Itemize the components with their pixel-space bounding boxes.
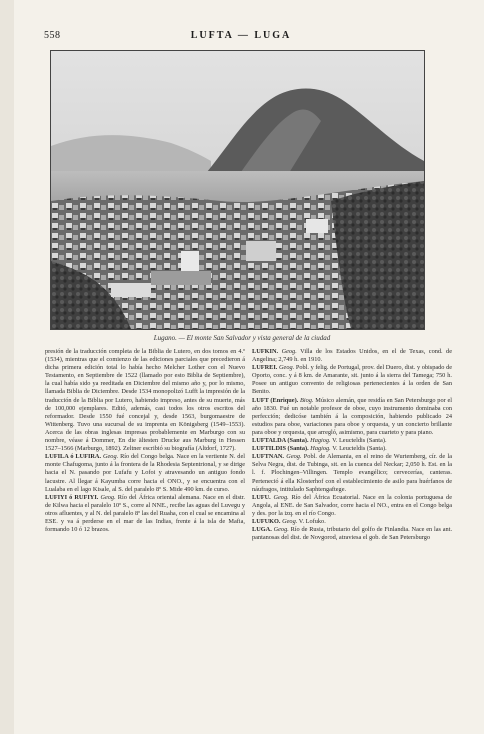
entry-label: Geog. bbox=[100, 493, 116, 501]
dictionary-entry bbox=[252, 526, 452, 542]
entry-text: V. Leucteldis (Santa). bbox=[332, 437, 387, 445]
entry-text: Villa de los Estados Unidos, en el de Texas, cond. de Angelina; 2,749 h. en 1910. bbox=[252, 348, 452, 364]
entry-text: Pobl. y felig. de Portugal, prov. del Duero, dist. y obispado de Oporto, conc. y á 8 km. de Amarante, sit. junto á la sierra del Tamega; 750 h. Posee un antiguo convento de religiosas pertenecientes á la orden de San Benito. bbox=[252, 364, 452, 396]
dictionary-entry bbox=[252, 453, 452, 493]
entry-text: Músico alemán, que residía en San Petersburgo por el año 1830. Fué un notable profesor de oboe, cuyo instrumento dominaba con perfección; dedicóse también á la composición, habiendo publicado 24 estudios para oboe, variaciones para oboe y orquesta, y un concierto brillante para oboe y orquesta, que arregló, asimismo, para cuarteto y para piano. bbox=[252, 396, 452, 436]
running-title: LUFTA — LUGA bbox=[190, 30, 292, 41]
figure-caption: Lugano. — El monte San Salvador y vista general de la ciudad bbox=[153, 334, 331, 342]
entry-text: Río del África Ecuatorial. Nace en la colonia portuguesa de Angola, al ENE. de San Salvador, corre hacia el NO., entra en el Congo belga y des. por la izq. en el río Congo. bbox=[252, 493, 452, 517]
lugano-photo-illustration bbox=[51, 51, 424, 329]
entry-text: V. Leucteldis (Santa). bbox=[332, 445, 387, 453]
left-column bbox=[45, 348, 245, 688]
entry-continuation bbox=[45, 348, 245, 453]
entry-label: Geog. bbox=[281, 348, 297, 355]
entry-text: V. Lofuko. bbox=[298, 517, 326, 525]
entry-label: Geog. bbox=[273, 493, 289, 501]
dictionary-entry bbox=[252, 397, 452, 437]
entry-label: Hagiog. bbox=[310, 437, 331, 445]
dictionary-entry bbox=[45, 453, 245, 493]
entry-label: Geog. bbox=[279, 364, 295, 372]
entry-headword: LUFU. bbox=[252, 493, 271, 501]
entry-label: Geog. bbox=[282, 517, 298, 525]
entry-headword: LUGA. bbox=[252, 526, 272, 534]
entry-text: Río del África oriental alemana. Nace en el distr. de Kilwa hacia el paralelo 10º S., corre al NNE., recibe las aguas del Luvegu y otros afluentes, y al N. del paralelo 8º las del Ruaha, con el cual se encamina al ESE. y va á perderse en el mar de las Indias, frente á la isla de Mafia, formando 10 ó 12 brazos. bbox=[45, 493, 245, 534]
entry-headword: LUFIYI ó RUFIYI. bbox=[45, 493, 99, 501]
page-header bbox=[44, 30, 438, 44]
entry-label: Hagiog. bbox=[310, 445, 331, 453]
right-column bbox=[252, 348, 452, 688]
entry-headword: LUFTALDA (Santa). bbox=[252, 437, 309, 445]
dictionary-entry bbox=[45, 494, 245, 534]
entry-headword: LUFILA ó LUFIRA. bbox=[45, 453, 102, 461]
entry-headword: LUFT (Enrique). bbox=[252, 396, 299, 404]
entry-label: Geog. bbox=[273, 526, 289, 534]
dictionary-entry bbox=[252, 437, 452, 445]
lugano-photograph bbox=[50, 50, 425, 330]
entry-headword: LUFUKO. bbox=[252, 517, 281, 525]
dictionary-entry bbox=[252, 348, 452, 364]
page-number: 558 bbox=[44, 30, 61, 41]
entry-label: Geog. bbox=[286, 453, 302, 461]
entry-headword: LUFREI. bbox=[252, 364, 278, 372]
dictionary-entry bbox=[252, 494, 452, 518]
entry-headword: LUFTNAN. bbox=[252, 453, 285, 461]
entry-text: Río del Congo belga. Nace en la vertiente N. del monte Chafugoma, junto á la frontera de la Rhodesia Septentrional, y se dirige hacia el N. pasando por Lufafu y Lofoi y atravesando un antiguo fondo lacustre. Al llegar á Kayumba corre hacia el ONO., y se encuentra con el Lualaba en el lago Kisale, al S. del paralelo 8º S. Mide 490 km. de curso. bbox=[45, 453, 245, 493]
entry-text: presión de la traducción completa de la Biblia de Lutero, en dos tomos en 4.º (1534), mientras que el comienzo de las ediciones parciales que precedieron á dicha primera edición total lo había hecho Melcher Lother con el Nuevo Testamento, en Septiembre de 1522 (llamado por esto Biblia de Septiembre), la cual había sido ya reeditada en Diciembre del mismo año y, por lo mismo, llamada Biblia de Diciembre. Desde 1534 monopolizó Lufft la impresión de la traducción de la Biblia por Lutero, habiendo impreso, antes de su muerte, más de 100,000 ejemplares. Editó, además, casi todos los otros escritos del reformador. Desde 1550 fué concejal y, desde 1563, burgomaestre de Wittenberg. Tuvo una sucursal de su imprenta en Königsberg (1549–1553). Acerca de las obras inglesas impresas probablemente en Marburgo con su nombre, véase á Dommer, En die ältesten Drucke aus Marburg in Hessen 1527–1566 (Marburgo, 1892). Zeltner escribió su biografía (Altdorf, 1727). bbox=[45, 348, 245, 453]
dictionary-entry bbox=[252, 518, 452, 526]
dictionary-entry bbox=[252, 445, 452, 453]
page-margin bbox=[0, 0, 14, 734]
entry-label: Biog. bbox=[300, 396, 314, 404]
dictionary-entry bbox=[252, 364, 452, 396]
entry-headword: LUFTILDIS (Santa). bbox=[252, 445, 309, 453]
entry-headword: LUFKIN. bbox=[252, 348, 279, 355]
entry-text: Pobl. de Alemania, en el reino de Wurtemberg, cír. de la Selva Negra, dist. de Tubinga, sit. en la cuenca del Neckar; 2,050 h. Est. en la l. f. Plochingen–Villingen. Templo evangélico; cervecerías, canteras. Perteneció á ella Klosterhof con el establecimiento de asilo para huérfanos de náufragos, intitulado Saphtengaftege. bbox=[252, 453, 452, 493]
entry-text: Río de Rusia, tributario del golfo de Finlandia. Nace en las ant. pantanosas del dist. de Novgorod, atraviesa el gob. de San Petersburgo bbox=[252, 526, 452, 542]
entry-label: Geog. bbox=[102, 453, 119, 461]
